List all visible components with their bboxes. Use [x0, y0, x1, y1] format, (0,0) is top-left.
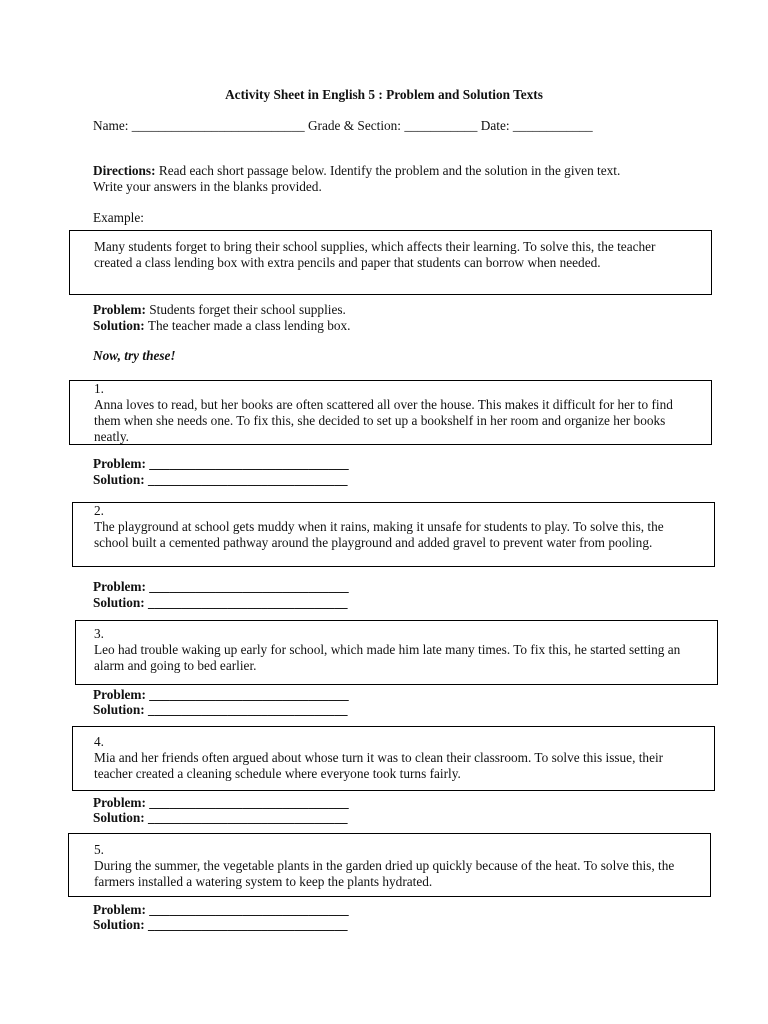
- example-solution-label: Solution:: [93, 318, 145, 333]
- passage-text: Mia and her friends often argued about whose turn it was to clean their classroom. To solve this issue, their teacher created a cleaning schedule where everyone took turns fairly.: [94, 750, 664, 781]
- example-problem-text: Students forget their school supplies.: [145, 302, 346, 317]
- passage-text: Anna loves to read, but her books are often scattered all over the house. This makes it difficult for her to find them when she needs one. To fix this, she decided to set up a bookshelf in her room and organize her books neatly.: [94, 397, 673, 444]
- example-passage-text: Many students forget to bring their school supplies, which affects their learning. To solve this, the teacher created a class lending box with extra pencils and paper that students can borrow when needed.: [94, 239, 656, 270]
- solution-blank-4: Solution: ______________________________: [93, 810, 348, 825]
- problem-blank-4: Problem: ______________________________: [93, 795, 349, 810]
- passage-number: 5.: [94, 842, 104, 857]
- directions-label: Directions:: [93, 163, 156, 178]
- problem-blank-1: Problem: ______________________________: [93, 456, 349, 471]
- example-problem-label: Problem:: [93, 302, 146, 317]
- passage-number: 2.: [94, 503, 104, 518]
- solution-blank-3: Solution: ______________________________: [93, 702, 348, 717]
- example-passage-box: [69, 230, 712, 295]
- example-solution: [93, 318, 351, 334]
- directions-text-1: Read each short passage below. Identify the problem and the solution in the given text.: [155, 163, 621, 178]
- directions-line-1: [93, 163, 620, 179]
- example-label: Example:: [93, 210, 144, 225]
- passage-number: 3.: [94, 626, 104, 641]
- passage-number: 4.: [94, 734, 104, 749]
- problem-blank-5: Problem: ______________________________: [93, 902, 349, 917]
- try-these-label: Now, try these!: [93, 348, 176, 363]
- header-fields-line: Name: __________________________ Grade & Section: ___________ Date: ____________: [93, 118, 593, 133]
- passage-4: [94, 734, 690, 782]
- passage-3: [94, 626, 693, 674]
- passage-2: [94, 503, 690, 551]
- passage-text: The playground at school gets muddy when it rains, making it unsafe for students to play. To solve this, the school built a cemented pathway around the playground and added gravel to prevent water from pooling.: [94, 519, 664, 550]
- solution-blank-5: Solution: ______________________________: [93, 917, 348, 932]
- passage-box-3: [75, 620, 718, 685]
- passage-text: During the summer, the vegetable plants in the garden dried up quickly because of the heat. To solve this, the farmers installed a watering system to keep the plants hydrated.: [94, 858, 675, 889]
- passage-5: [94, 842, 686, 890]
- passage-box-2: [72, 502, 715, 567]
- passage-1: [94, 381, 687, 445]
- directions-line-2: Write your answers in the blanks provided.: [93, 179, 322, 194]
- passage-text: Leo had trouble waking up early for school, which made him late many times. To fix this, he started setting an alarm and going to bed earlier.: [94, 642, 681, 673]
- passage-box-4: [72, 726, 715, 791]
- passage-box-5: [68, 833, 711, 897]
- problem-blank-3: Problem: ______________________________: [93, 687, 349, 702]
- passage-box-1: [69, 380, 712, 445]
- problem-blank-2: Problem: ______________________________: [93, 579, 349, 594]
- page-title: Activity Sheet in English 5 : Problem and Solution Texts: [225, 87, 543, 102]
- passage-number: 1.: [94, 381, 104, 396]
- example-solution-text: The teacher made a class lending box.: [144, 318, 351, 333]
- solution-blank-1: Solution: ______________________________: [93, 472, 348, 487]
- solution-blank-2: Solution: ______________________________: [93, 595, 348, 610]
- example-problem: [93, 302, 346, 318]
